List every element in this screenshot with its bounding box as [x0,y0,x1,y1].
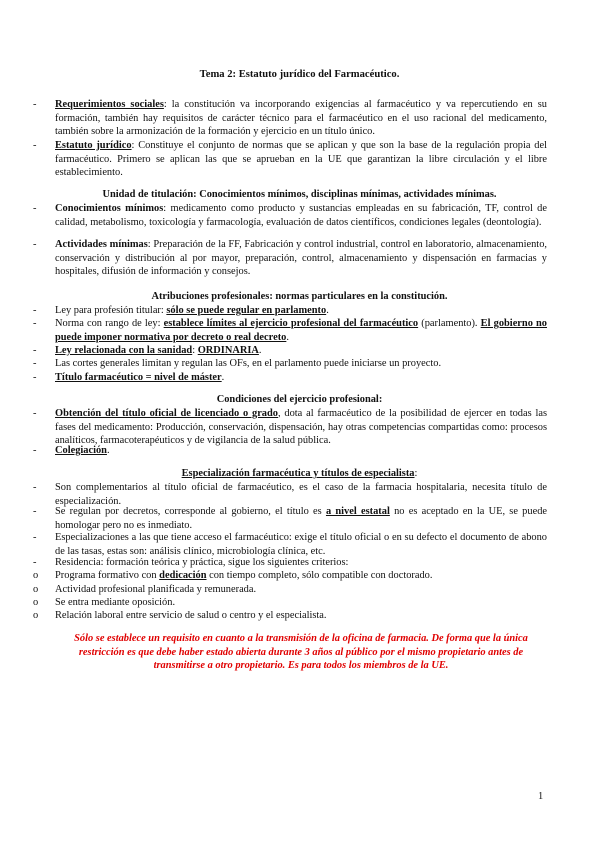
paragraph-actividades [55,238,547,279]
heading-unidad-titulacion: Unidad de titulación: Conocimientos mínimos, disciplinas mínimas, actividades mínimas. [102,189,497,200]
emphasis-parlamento: sólo se puede regular en parlamento [166,305,327,316]
bullet-dash: - [33,372,37,383]
paragraph-residencia: Residencia: formación teórica y práctica, sigue los siguientes criterios: [55,557,349,568]
bullet-dash: - [33,506,37,517]
text-tiempo-completo: con tiempo completo, sólo compatible con doctorado. [206,570,433,581]
emphasis-titulo-master: Título farmacéutico = nivel de máster [55,372,222,383]
highlight-note: Sólo se establece un requisito en cuanto a la transmisión de la oficina de farmacia. De forma que la única restricción es que debe haber estado abierta durante 3 años al público por el mismo propietario antes de transmitirse a otro propietario. Es para todos los miembros de la UE. [74,633,528,672]
bullet-dash: - [33,99,37,110]
paragraph-decretos [55,505,547,532]
bullet-dash: - [33,482,37,493]
bullet-dash: - [33,140,37,151]
emphasis-ordinaria: ORDINARIA [197,345,259,356]
paragraph-ley-profesion [55,304,547,318]
text-actividades: : Preparación de la FF, Fabricación y control industrial, control en laboratorio, almacenamiento, conservación y distribución al por mayor, preparación, control, almacenamiento y dispensación en farmacias y hospitales, difusión de información y consejos. [55,239,547,278]
bullet-dash: - [33,318,37,329]
text-period: . [326,305,329,316]
bullet-dash: - [33,345,37,356]
heading-especializacion [56,467,543,481]
text-period: . [221,372,225,383]
term-requerimientos: Requerimientos sociales [55,99,164,110]
bullet-dash: - [33,239,37,250]
sub-item-programa [55,569,547,583]
text-period: . [258,345,262,356]
sub-item-relacion: Relación laboral entre servicio de salud o centro y el especialista. [55,610,327,621]
bullet-dash: - [33,358,37,369]
sub-item-oposicion: Se entra mediante oposición. [55,597,176,608]
page-number: 1 [538,791,544,802]
text-period: . [106,445,110,456]
emphasis-nivel-estatal: a nivel estatal [325,506,390,517]
paragraph-estatuto [55,139,547,180]
text-requerimientos: : la constitución va incorporando exigencias al farmacéutico y va repercutiendo en su formación, también hay requisitos de carácter técnico para el farmacéutico en el uso racional del medicamento, también sobre la armonización de la formación y ejercicio en un título único. [55,99,547,138]
paragraph-cortes: Las cortes generales limitan y regulan las OFs, en el parlamento puede iniciarse un proyecto. [55,358,442,369]
paragraph-obtencion [55,407,547,448]
heading-especializacion-text: Especialización farmacéutica y títulos de especialista [181,468,415,479]
bullet-circle: o [33,597,39,608]
term-estatuto: Estatuto jurídico [55,140,132,151]
emphasis-dedicacion: dedicación [159,570,207,581]
emphasis-gobierno: El gobierno no puede imponer normativa por decreto o real decreto [55,318,548,343]
bullet-dash: - [33,305,37,316]
bullet-dash: - [33,203,37,214]
paragraph-conocimientos [55,202,547,229]
text-parlamento: (parlamento). [418,318,481,329]
bullet-dash: - [33,557,37,568]
text-homologar: no es aceptado en la UE, se puede homologar pero no es inmediato. [55,506,547,531]
term-actividades: Actividades mínimas [55,239,148,250]
text-conocimientos: : medicamento como producto y sustancias empleadas en su fabricación, TF, control de calidad, metabolismo, toxicología y farmacología, evaluación de datos científicos, condiciones legales (deontología). [55,203,547,228]
emphasis-ley-sanidad: Ley relacionada con la sanidad [55,345,193,356]
paragraph-ley-sanidad [55,344,547,358]
bullet-circle: o [33,570,39,581]
text-colon: : [414,468,418,479]
text-decretos: Se regulan por decretos, corresponde al gobierno, el título es [55,506,326,517]
sub-item-actividad: Actividad profesional planificada y remunerada. [55,584,257,595]
text-norma-rango: Norma con rango de ley: [55,318,164,329]
paragraph-titulo-master [55,371,547,385]
paragraph-complementarios: Son complementarios al título oficial de farmacéutico, es el caso de la farmacia hospitalaria, necesita título de especialización. [55,482,547,507]
emphasis-obtencion: Obtención del título oficial de licenciado o grado [55,408,278,419]
emphasis-limites: establece límites al ejercicio profesional del farmacéutico [163,318,419,329]
paragraph-norma-rango [55,317,547,344]
paragraph-especializaciones: Especializaciones a las que tiene acceso el farmacéutico: exige el título oficial o en su defecto el documento de abono de las tasas, estas son: análisis clínico, microbiología clínica, etc. [55,532,547,557]
document-title: Tema 2: Estatuto jurídico del Farmacéutico. [199,69,400,80]
text-ley-profesion: Ley para profesión titular: [55,305,167,316]
text-period: . [286,331,289,343]
emphasis-colegiacion: Colegiación [55,445,107,456]
text-programa: Programa formativo con [55,570,160,581]
text-obtencion: , dota al farmacéutico de la posibilidad de ejercer en todas las fases del medicamento: Producción, conservación, dispensación, hay otras competencias compartidas como: procesos analíticos, farmacoterapéuticos y de vigilancia de la salud pública. [55,408,547,447]
text-estatuto: : Constituye el conjunto de normas que se aplican y que son la base de la regulación propia del farmacéutico. Primero se aplican las que se aprueban en la UE que garantizan la libre circulación y el libre establecimiento. [55,140,547,179]
paragraph-requerimientos [55,98,547,139]
text-colon: : [192,345,198,356]
paragraph-colegiacion [55,444,547,458]
bullet-dash: - [33,408,37,419]
bullet-circle: o [33,610,39,621]
term-conocimientos: Conocimientos mínimos [55,203,164,214]
heading-condiciones: Condiciones del ejercicio profesional: [216,394,383,405]
heading-atribuciones: Atribuciones profesionales: normas particulares en la constitución. [151,291,448,302]
bullet-circle: o [33,584,39,595]
bullet-dash: - [33,445,37,456]
bullet-dash: - [33,532,37,543]
